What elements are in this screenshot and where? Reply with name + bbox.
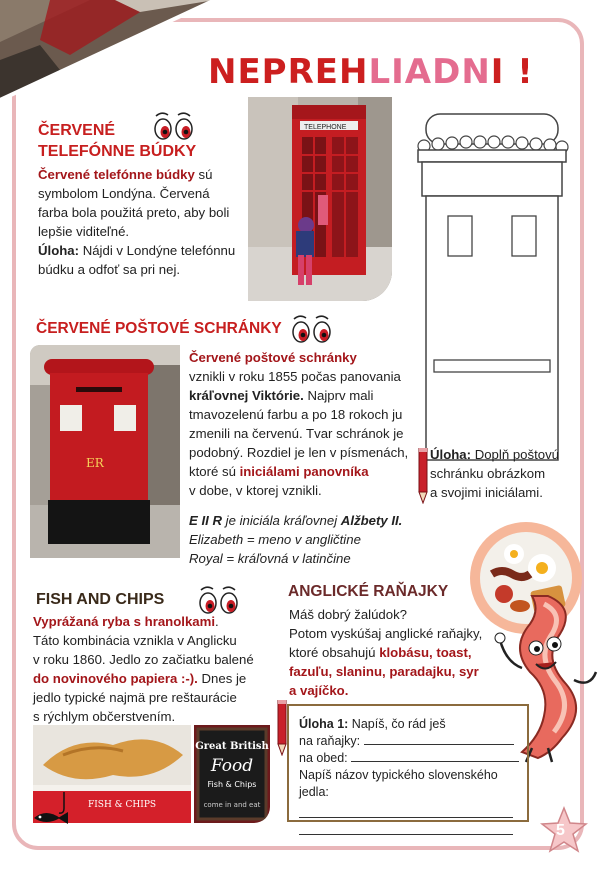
- page-title: NEPREHLIADNI !: [208, 52, 534, 92]
- breakfast-heading: ANGLICKÉ RAŇAJKY: [288, 583, 449, 600]
- svg-text:Great British: Great British: [195, 741, 269, 752]
- postbox-photo: [30, 345, 180, 558]
- svg-text:ER: ER: [86, 456, 104, 470]
- postbox-initials-note: E II R je iniciála kráľovnej Alžbety II. Elizabeth = meno v angličtine Royal = kráľovná v latinčine: [189, 513, 403, 566]
- great-british-food-sign-photo: [194, 725, 270, 823]
- breakfast-answer-line[interactable]: [364, 733, 514, 745]
- postbox-outline-drawing: [412, 110, 572, 462]
- eyes-icon: [290, 313, 334, 345]
- breakfast-task-box: Úloha 1: Napíš, čo rád ješ na raňajky: na obed: Napíš názov typického slovenského jedla:: [287, 704, 529, 822]
- svg-text:Food: Food: [210, 756, 254, 776]
- phone-booth-text: Červené telefónne búdky sú symbolom Londýna. Červená farba bola použitá preto, aby boli lepšie viditeľné. Úloha: Nájdi v Londýne telefónnu búdku a odfoť sa pri nej.: [38, 167, 236, 277]
- fish-chips-text: Vyprážaná ryba s hranolkami. Táto kombinácia vznikla v Anglicku v roku 1860. Jedlo zo začiatku balené do novinového papiera :-). Dnes je jedlo typické najmä pre reštaurácie s rýchlym občerstvením.: [33, 614, 254, 724]
- corner-decoration: [0, 0, 215, 100]
- fish-chips-heading: FISH AND CHIPS: [36, 591, 165, 608]
- lunch-answer-line[interactable]: [351, 750, 519, 762]
- svg-text:Fish & Chips: Fish & Chips: [207, 780, 257, 789]
- phone-booth-heading: ČERVENÉ TELEFÓNNE BÚDKY: [38, 122, 197, 160]
- svg-text:FISH & CHIPS: FISH & CHIPS: [88, 800, 157, 810]
- postbox-text: Červené poštové schránky vznikli v roku 1855 počas panovania kráľovnej Viktórie. Najprv mali tmavozelenú farbu a po 18 rokoch ju zmenili na červenú. Tvar schránok je podobný. Rozdiel je len v písmenách, ktoré sú iniciálami panovníka v dobe, v ktorej vznikli.: [189, 350, 409, 498]
- breakfast-text: Máš dobrý žalúdok? Potom vyskúšaj anglické raňajky, ktoré obsahujú klobásu, toast, fazuľu, slaninu, paradajku, syr a vajíčko.: [289, 607, 483, 698]
- phone-booth-photo: [248, 97, 392, 301]
- postbox-heading: ČERVENÉ POŠTOVÉ SCHRÁNKY: [36, 320, 282, 337]
- svg-text:come in and eat: come in and eat: [203, 801, 261, 809]
- postbox-task: Úloha: Doplň poštovú schránku obrázkom a svojimi iniciálami.: [430, 447, 560, 500]
- fish-hook-icon: [32, 792, 74, 826]
- pencil-icon: [417, 448, 429, 504]
- eyes-icon: [152, 110, 196, 142]
- svg-text:TELEPHONE: TELEPHONE: [304, 124, 347, 131]
- slovak-food-answer-line-1[interactable]: [299, 801, 513, 818]
- slovak-food-answer-line-2[interactable]: [299, 818, 513, 835]
- page-number: 5: [556, 822, 565, 839]
